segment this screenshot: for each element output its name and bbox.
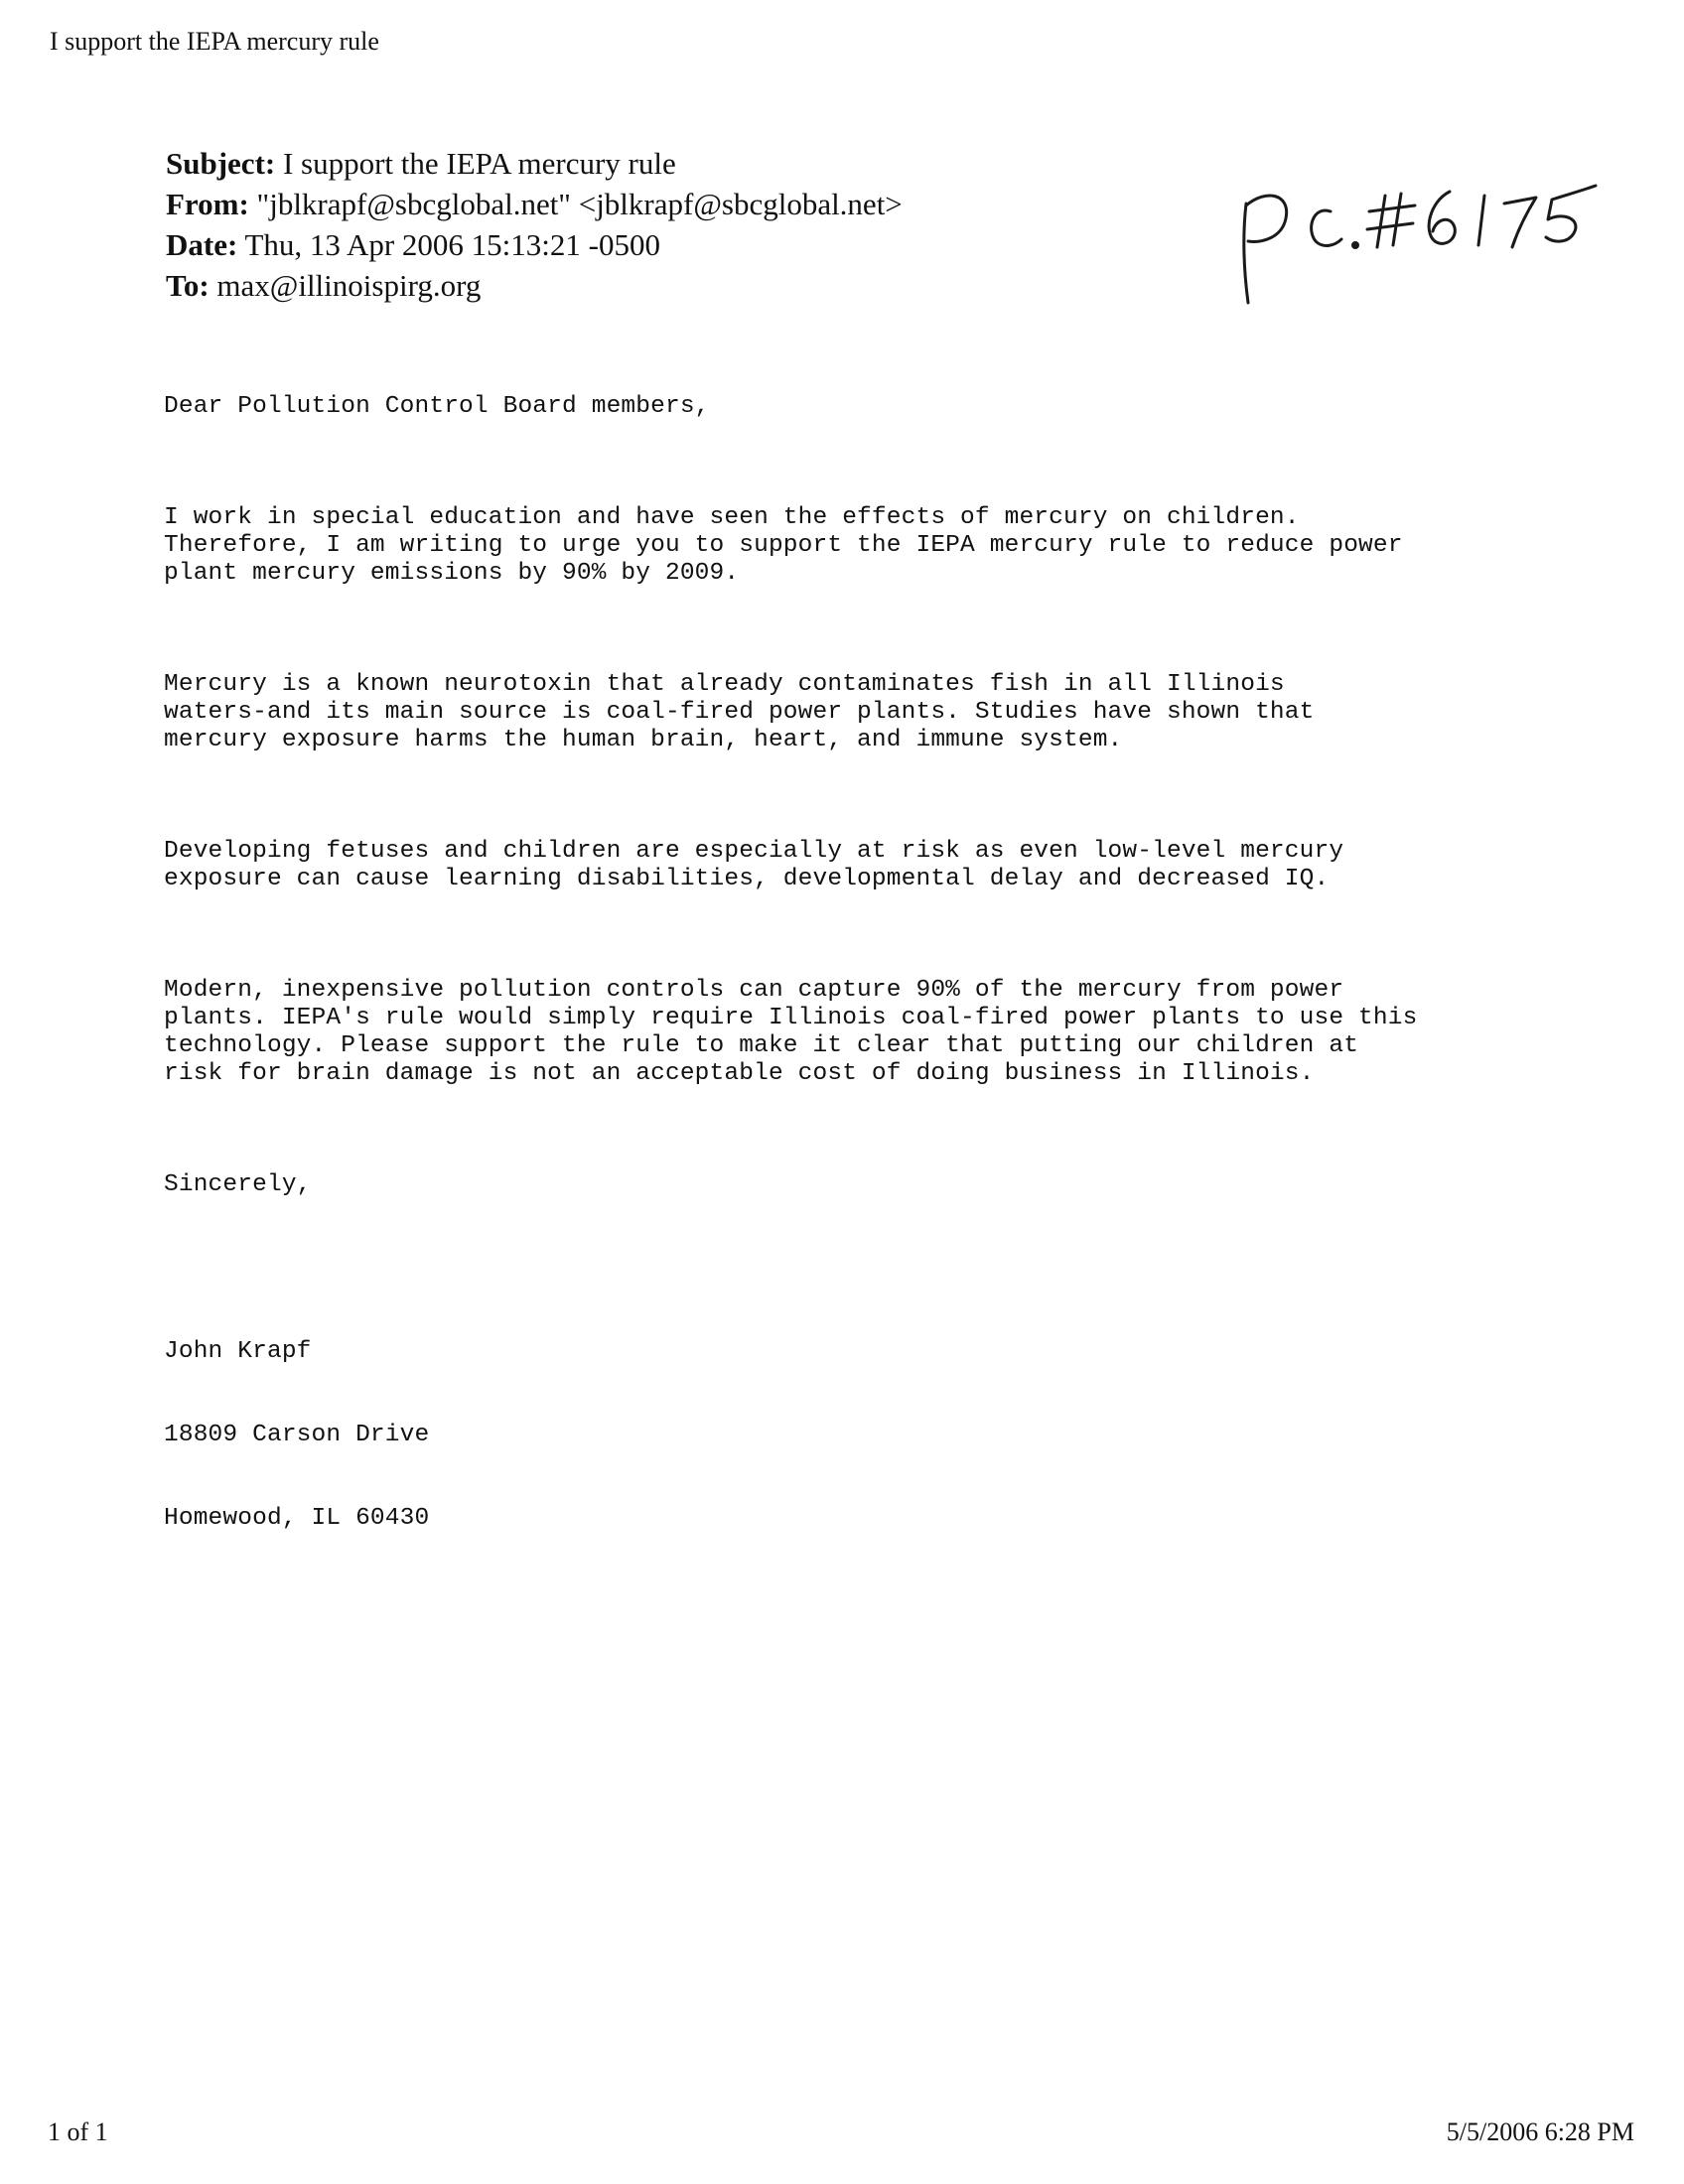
signature-city: Homewood, IL 60430 bbox=[164, 1505, 430, 1532]
letter-paragraph: Mercury is a known neurotoxin that already contaminates fish in all Illinois waters-and its main source is coal-fired power plants. Studies have shown that mercury exposure harms the human brain, heart, and immune system. bbox=[164, 671, 1315, 753]
salutation: Dear Pollution Control Board members, bbox=[164, 393, 710, 420]
closing: Sincerely, bbox=[164, 1171, 312, 1198]
letter-paragraph: Developing fetuses and children are especially at risk as even low-level mercury exposure can cause learning disabilities, developmental delay and decreased IQ. bbox=[164, 838, 1344, 892]
handwritten-stamp-drawing bbox=[1236, 184, 1604, 313]
to-row bbox=[166, 265, 1258, 306]
date-label: Date: bbox=[166, 227, 238, 262]
email-header bbox=[166, 143, 1258, 306]
page-header-title: I support the IEPA mercury rule bbox=[50, 27, 379, 56]
letter-paragraph: Modern, inexpensive pollution controls can capture 90% of the mercury from power plants. IEPA's rule would simply require Illinois coal-fired power plants to use this technology. Please support the rule to make it clear that putting our children at risk for brain damage is not an acceptable cost of doing business in Illinois. bbox=[164, 977, 1418, 1087]
subject-value: I support the IEPA mercury rule bbox=[282, 146, 676, 181]
signature-block bbox=[164, 1283, 1554, 1588]
letter-body bbox=[164, 338, 1554, 1616]
subject-label: Subject: bbox=[166, 146, 276, 181]
date-row bbox=[166, 224, 1258, 265]
from-row bbox=[166, 184, 1258, 224]
to-value: max@illinoispirg.org bbox=[216, 268, 482, 303]
date-value: Thu, 13 Apr 2006 15:13:21 -0500 bbox=[244, 227, 660, 262]
print-timestamp: 5/5/2006 6:28 PM bbox=[1446, 2117, 1634, 2146]
from-label: From: bbox=[166, 187, 249, 221]
signature-street: 18809 Carson Drive bbox=[164, 1422, 430, 1448]
handwritten-stamp bbox=[1236, 184, 1604, 313]
page-number: 1 of 1 bbox=[48, 2117, 108, 2146]
to-label: To: bbox=[166, 268, 210, 303]
from-value: "jblkrapf@sbcglobal.net" <jblkrapf@sbcglobal.net> bbox=[256, 187, 903, 221]
signature-name: John Krapf bbox=[164, 1338, 312, 1365]
letter-paragraph: I work in special education and have seen the effects of mercury on children. Therefore, I am writing to urge you to support the IEPA mercury rule to reduce power plant mercury emissions by 90% by 2009. bbox=[164, 504, 1403, 587]
subject-row bbox=[166, 143, 1258, 184]
